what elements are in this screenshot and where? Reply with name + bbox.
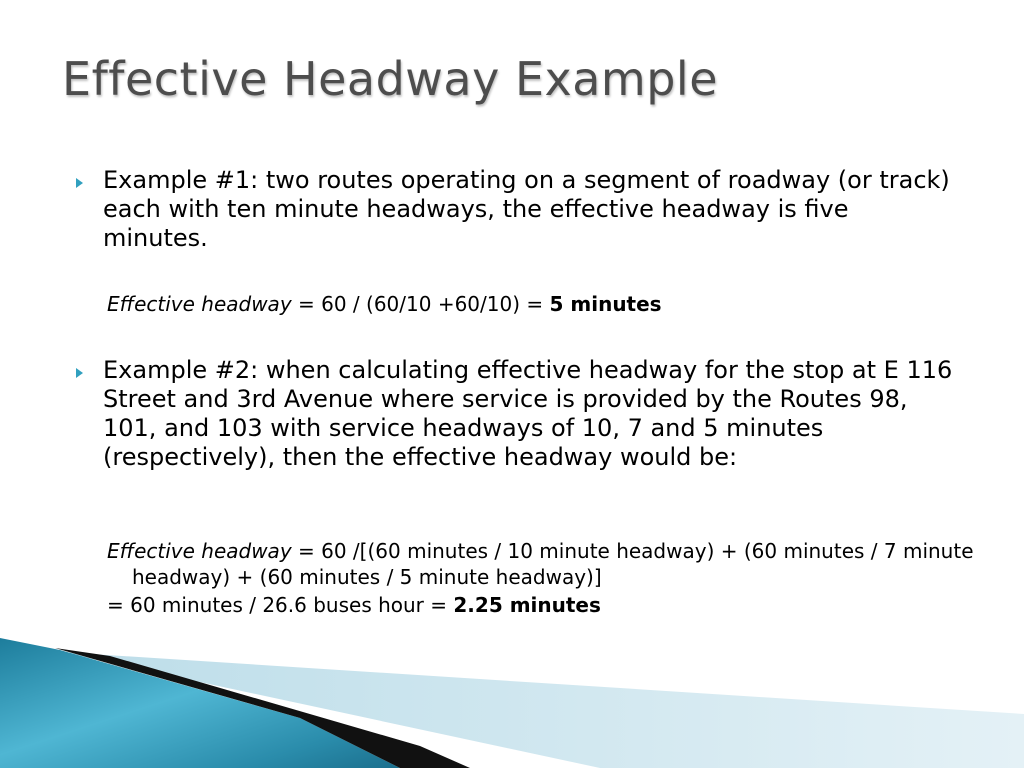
decorative-swoosh [0, 628, 1024, 768]
example-1-equation [107, 291, 977, 317]
example-1-equation-expression: = 60 / (60/10 +60/10) = [291, 292, 550, 316]
slide-title: Effective Headway Example [62, 52, 719, 106]
example-1-equation-label: Effective headway [107, 292, 292, 316]
example-2-equation-line-2-expression: = 60 minutes / 26.6 buses hour = [107, 593, 454, 617]
example-2-equation-label: Effective headway [107, 539, 292, 563]
example-1-text: Example #1: two routes operating on a segment of roadway (or track) each with ten minute headways, the effective headway is five minutes. [103, 166, 950, 252]
example-2-equation-line-1 [107, 538, 977, 590]
example-2-equation-result: 2.25 minutes [453, 593, 601, 617]
bullet-arrow-icon [76, 368, 83, 378]
example-2-equation-expression: = 60 /[(60 minutes / 10 minute headway) + (60 minutes / 7 minute headway) + (60 minutes / 5 minute headway)] [132, 539, 974, 589]
example-1-equation-result: 5 minutes [549, 292, 662, 316]
example-2-equation [107, 538, 977, 618]
example-2-equation-line-2 [107, 592, 977, 618]
bullet-arrow-icon [76, 178, 83, 188]
example-2-text: Example #2: when calculating effective headway for the stop at E 116 Street and 3rd Avenue where service is provided by the Routes 98, 101, and 103 with service headways of 10, 7 and 5 minutes (respectively), then the effective headway would be: [103, 356, 953, 471]
